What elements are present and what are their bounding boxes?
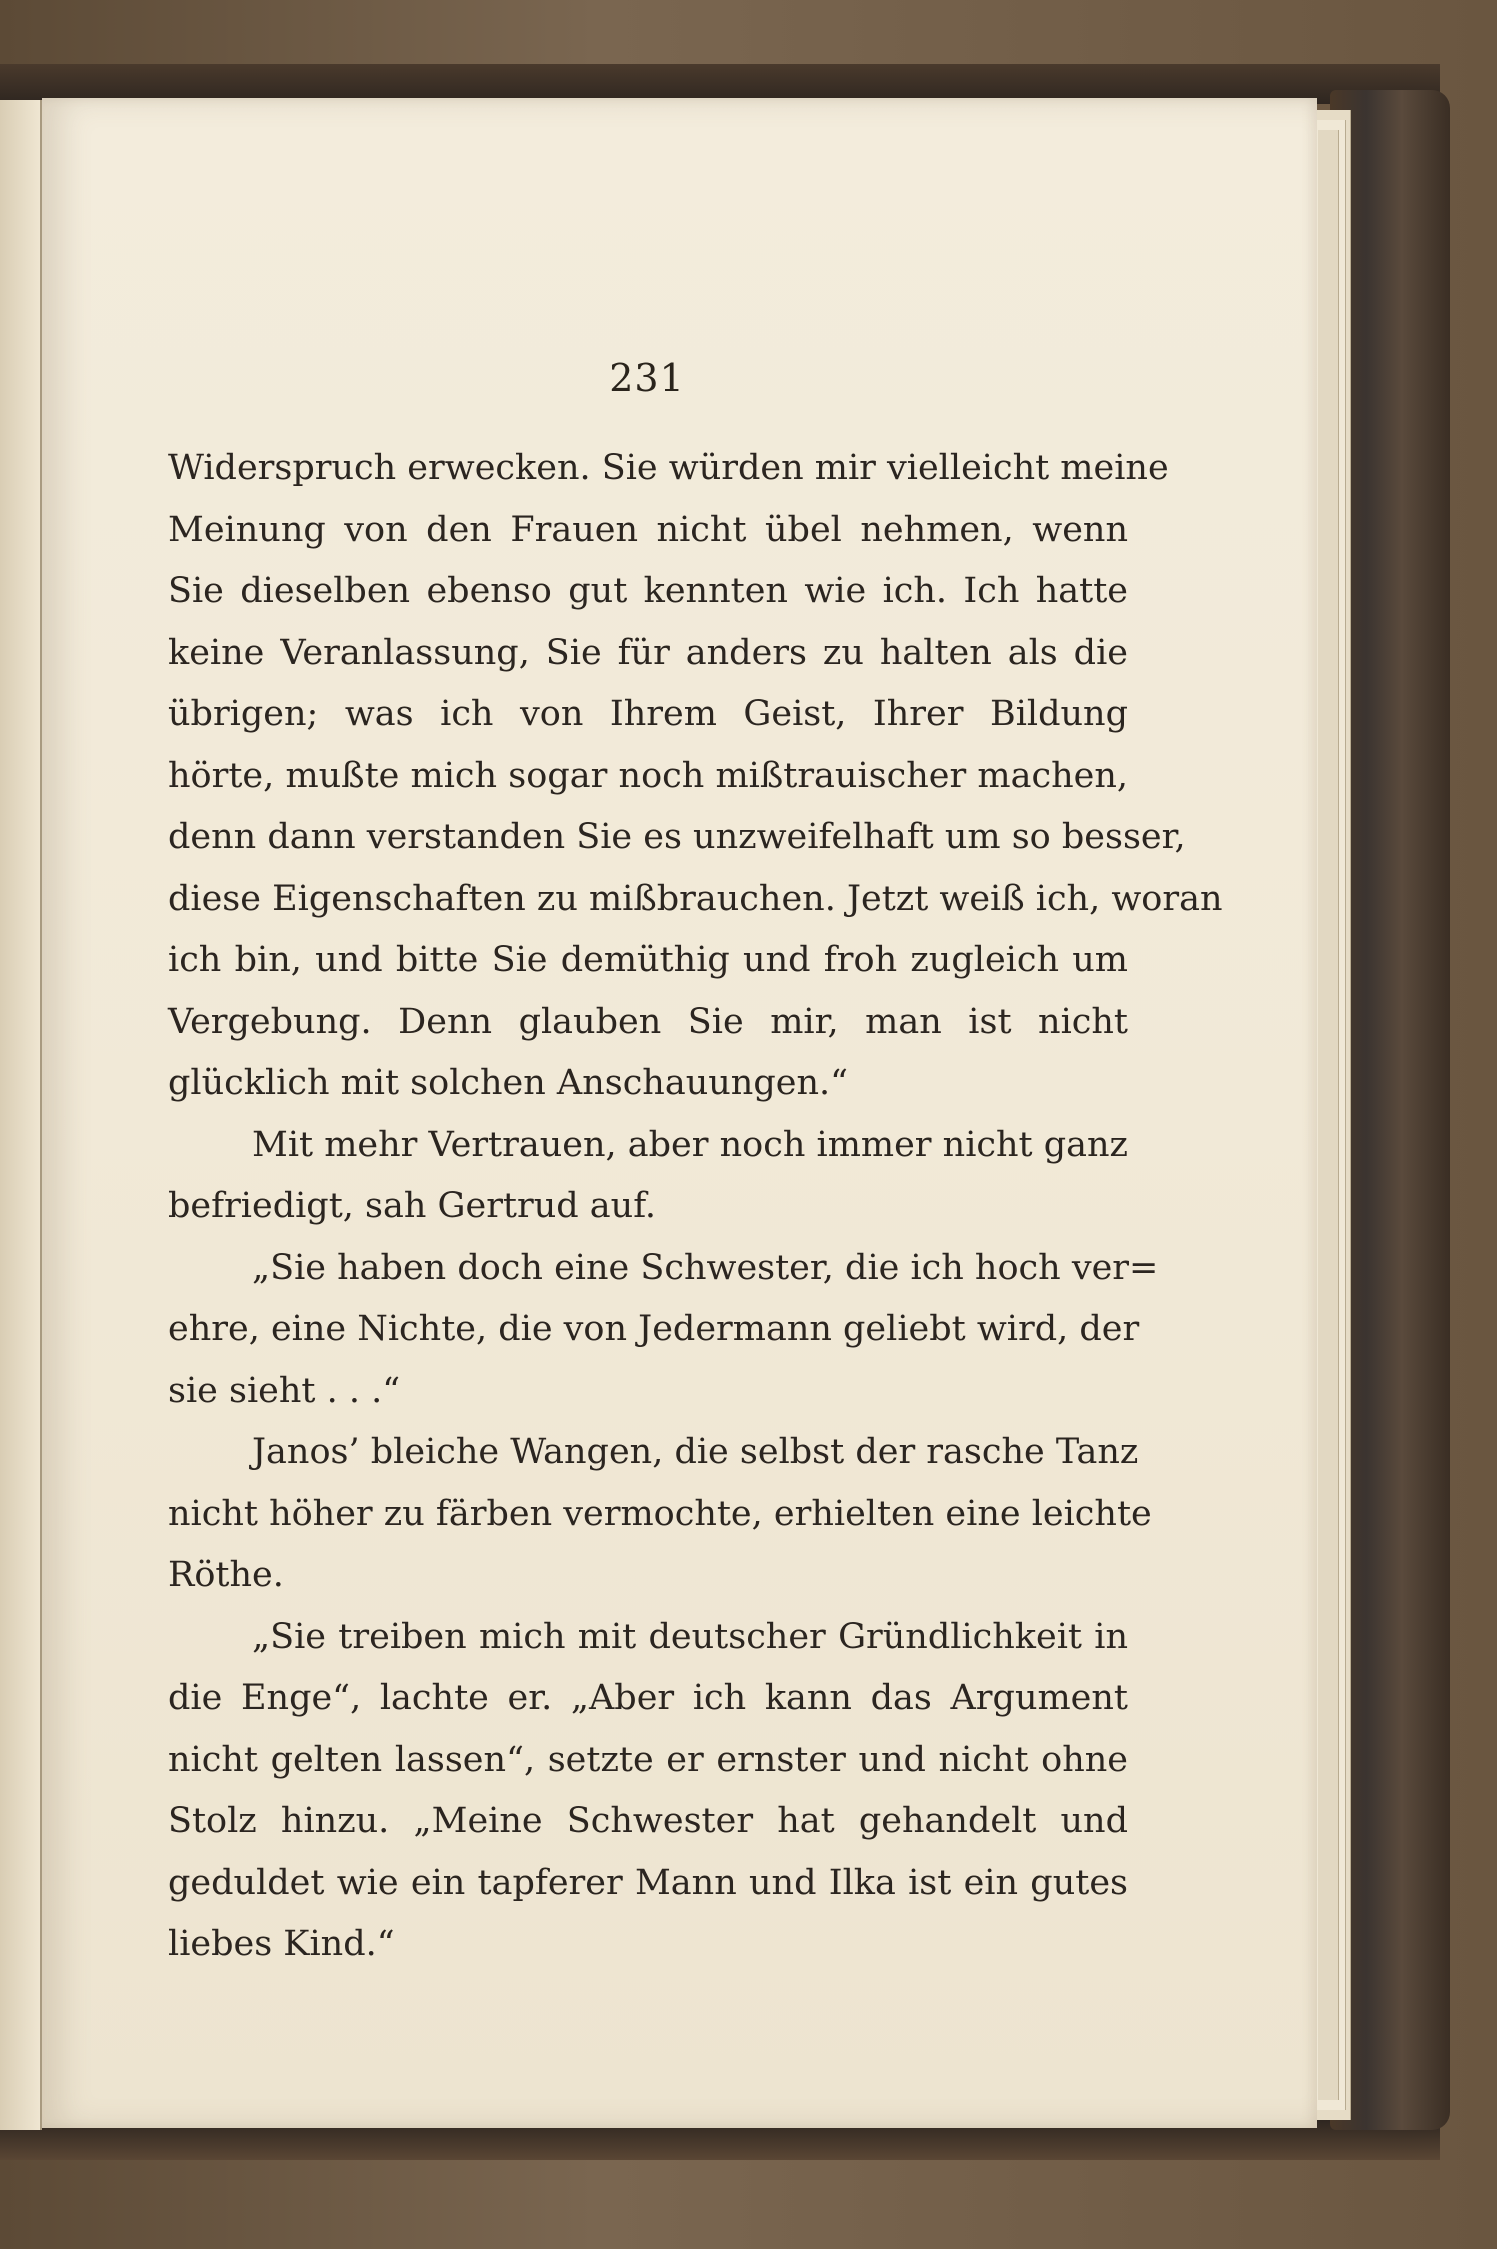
text-line: Mit mehr Vertrauen, aber noch immer nicht ganz <box>252 1124 1128 1165</box>
text-line: diese Eigenschaften zu mißbrauchen. Jetzt weiß ich, woran <box>168 878 1223 919</box>
text-line: Janos’ bleiche Wangen, die selbst der rasche Tanz <box>252 1432 1139 1472</box>
text-line: hörte, mußte mich sogar noch mißtrauischer machen, <box>168 755 1128 796</box>
page-number: 231 <box>609 356 685 400</box>
text-line: Widerspruch erwecken. Sie würden mir vielleicht meine <box>168 448 1169 488</box>
text-line: glücklich mit solchen Anschauungen.“ <box>168 1063 849 1103</box>
book-page <box>42 98 1317 2128</box>
text-line: sie sieht . . .“ <box>168 1370 401 1411</box>
text-line: übrigen; was ich von Ihrem Geist, Ihrer Bildung <box>168 694 1128 734</box>
text-line: Vergebung. Denn glauben Sie mir, man ist nicht <box>168 1001 1128 1042</box>
text-line: Sie dieselben ebenso gut kennten wie ich. Ich hatte <box>168 571 1128 611</box>
text-line: denn dann verstanden Sie es unzweifelhaft um so besser, <box>168 817 1186 857</box>
text-line: keine Veranlassung, Sie für anders zu halten als die <box>168 632 1128 673</box>
text-line: liebes Kind.“ <box>168 1924 395 1964</box>
text-line: nicht gelten lassen“, setzte er ernster und nicht ohne <box>168 1739 1128 1780</box>
text-line: geduldet wie ein tapferer Mann und Ilka ist ein gutes <box>168 1862 1128 1903</box>
text-line: Röthe. <box>168 1555 284 1595</box>
text-line: die Enge“, lachte er. „Aber ich kann das Argument <box>168 1678 1128 1718</box>
facing-page-edge <box>0 100 42 2130</box>
text-line: ich bin, und bitte Sie demüthig und froh zugleich um <box>168 940 1128 980</box>
text-line: Meinung von den Frauen nicht übel nehmen, wenn <box>168 509 1128 550</box>
text-line: „Sie haben doch eine Schwester, die ich hoch ver= <box>252 1247 1159 1288</box>
text-line: Stolz hinzu. „Meine Schwester hat gehandelt und <box>168 1801 1128 1841</box>
page-edge <box>1318 130 1339 2100</box>
text-line: „Sie treiben mich mit deutscher Gründlichkeit in <box>252 1616 1128 1657</box>
text-line: nicht höher zu färben vermochte, erhielten eine leichte <box>168 1493 1152 1534</box>
page-text <box>168 438 1223 1976</box>
text-line: ehre, eine Nichte, die von Jedermann geliebt wird, der <box>168 1309 1140 1349</box>
text-line: befriedigt, sah Gertrud auf. <box>168 1186 657 1226</box>
